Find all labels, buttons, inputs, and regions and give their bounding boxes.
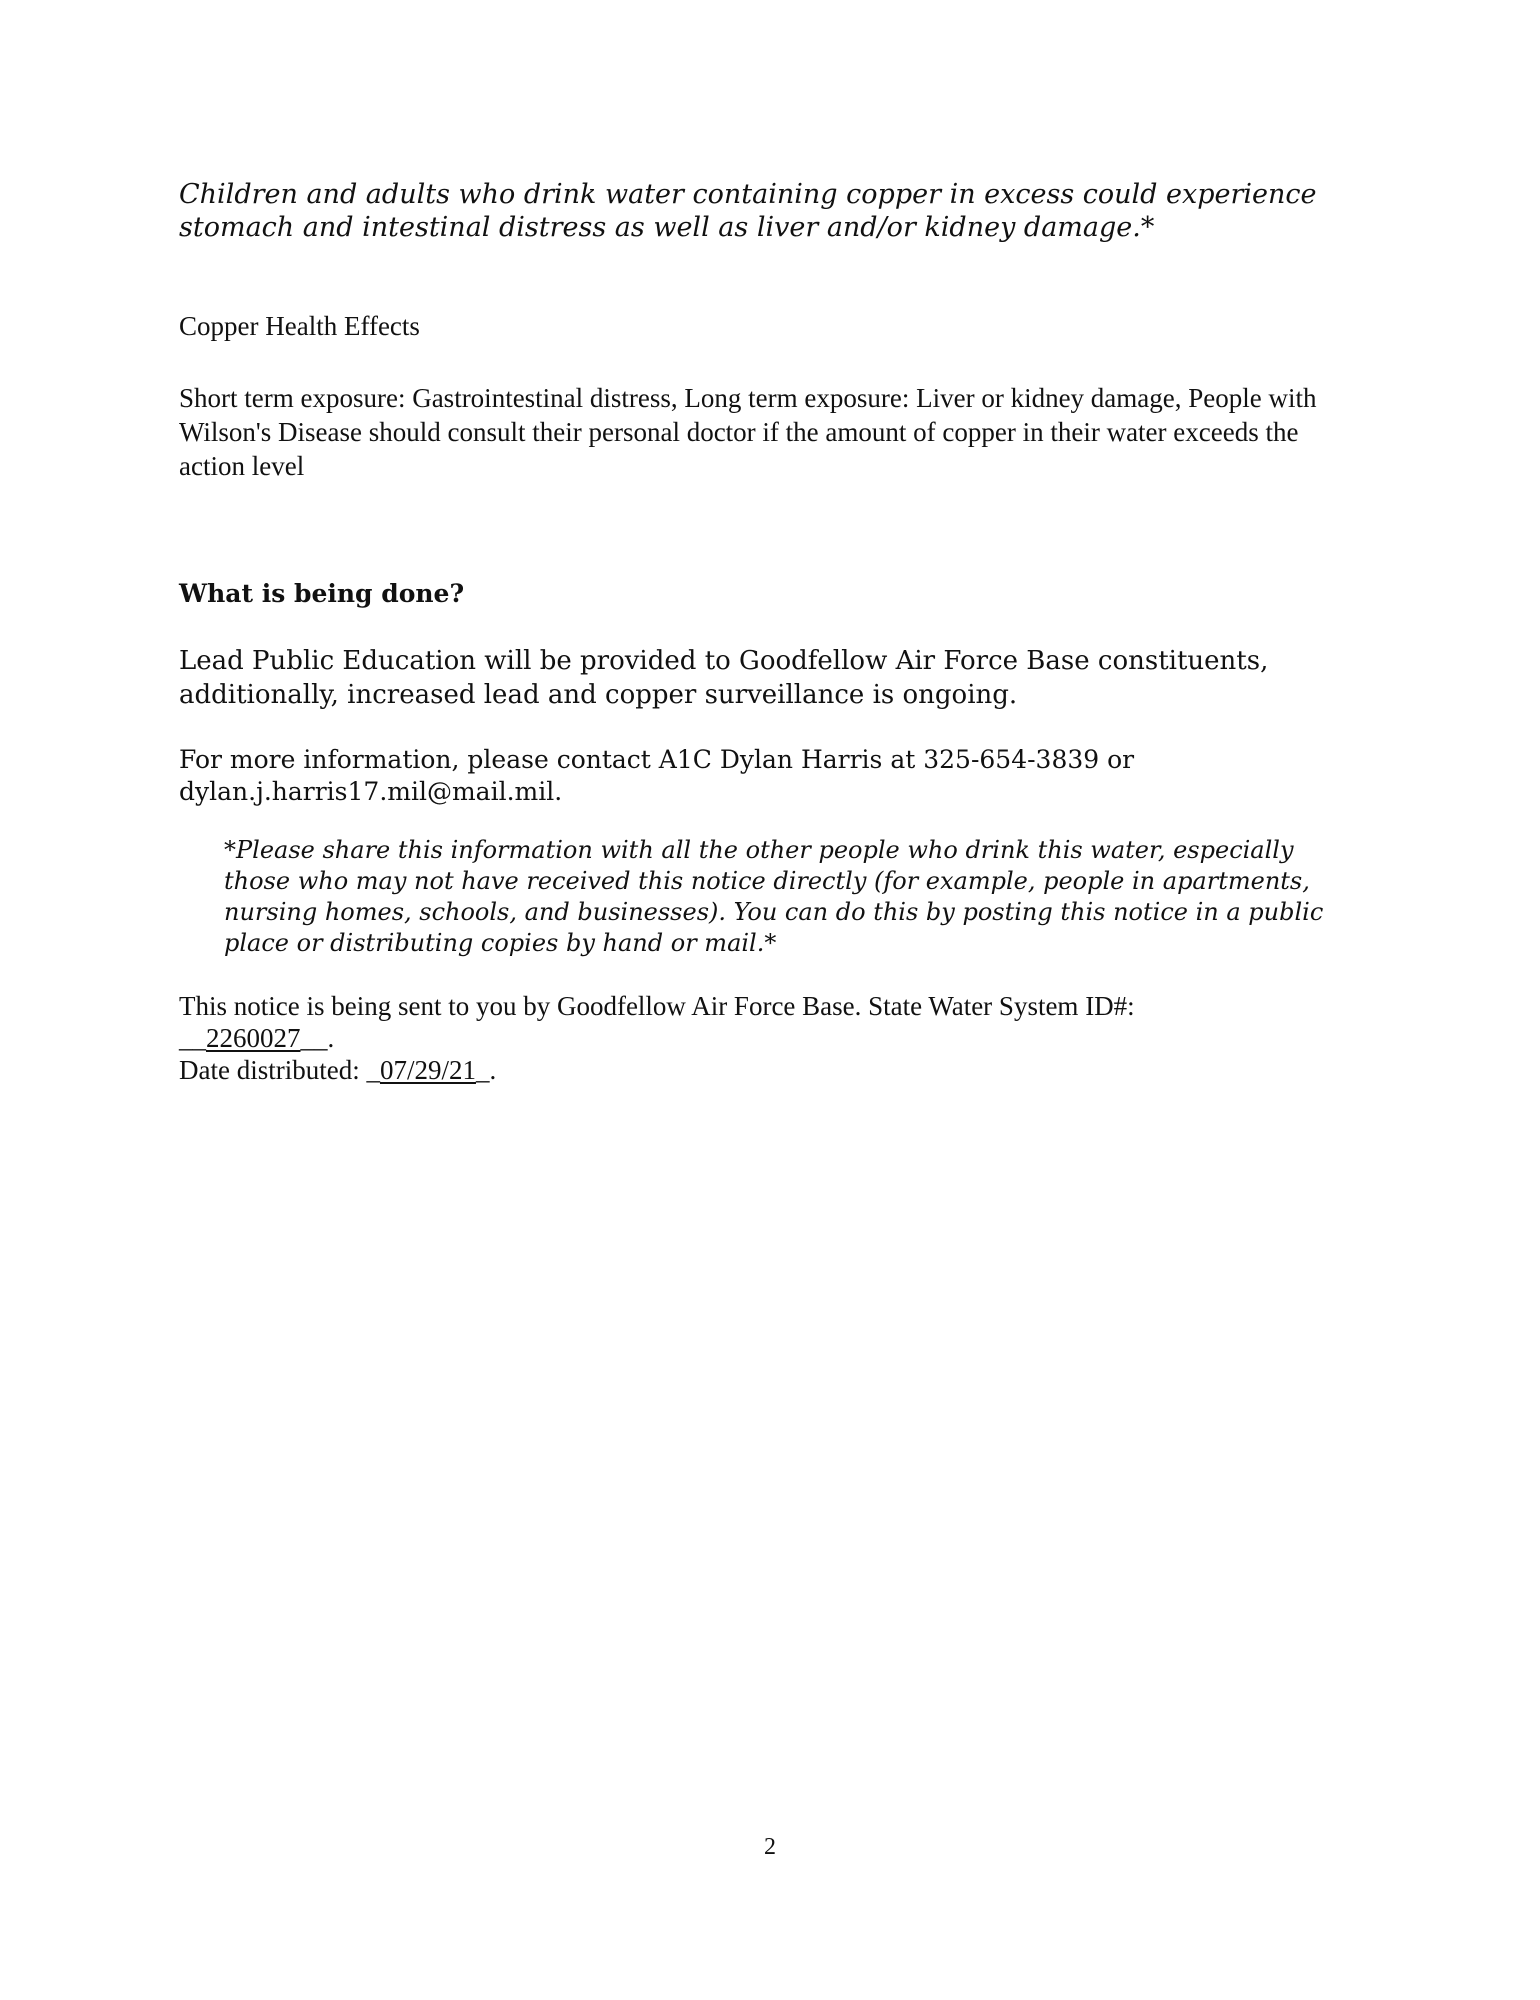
system-id-value: 2260027 bbox=[206, 1023, 301, 1053]
sender-statement: This notice is being sent to you by Goodfellow Air Force Base. State Water System ID#: bbox=[179, 991, 1135, 1021]
contact-information-paragraph: For more information, please contact A1C Dylan Harris at 325-654-3839 or dylan.j.harris17.mil@mail.mil. bbox=[179, 745, 1135, 806]
date-distributed-line bbox=[179, 1054, 1349, 1086]
date-distributed-value: 07/29/21 bbox=[379, 1055, 476, 1085]
actions-paragraph: Lead Public Education will be provided to Goodfellow Air Force Base constituents, additionally, increased lead and copper surveillance is ongoing. bbox=[179, 646, 1269, 710]
copper-health-effects-heading: Copper Health Effects bbox=[179, 311, 420, 341]
page-number: 2 bbox=[764, 1834, 776, 1860]
system-id-period: . bbox=[327, 1023, 335, 1053]
system-id-trail-blank: __ bbox=[300, 1023, 328, 1053]
date-trail-blank: _ bbox=[475, 1055, 490, 1085]
date-period: . bbox=[489, 1055, 497, 1085]
what-is-being-done-heading: What is being done? bbox=[179, 579, 465, 608]
date-lead-blank: _ bbox=[366, 1055, 380, 1085]
copper-health-effects-paragraph: Short term exposure: Gastrointestinal distress, Long term exposure: Liver or kidney damage, People with Wilson's Disease should consult their personal doctor if the amount of copper in their water exceeds the action level bbox=[179, 383, 1317, 481]
share-notice-paragraph: *Please share this information with all the other people who drink this water, especially those who may not have received this notice directly (for example, people in apartments, nursing homes, schools, and businesses). You can do this by posting this notice in a public place or distributing copies by hand or mail.* bbox=[224, 836, 1324, 957]
copper-warning-paragraph: Children and adults who drink water containing copper in excess could experience stomach and intestinal distress as well as liver and/or kidney damage.* bbox=[179, 179, 1317, 243]
date-distributed-label: Date distributed: bbox=[179, 1055, 360, 1085]
system-id-line bbox=[179, 1022, 1349, 1054]
system-id-lead-blank: __ bbox=[179, 1023, 206, 1053]
sender-notice bbox=[179, 990, 1349, 1086]
